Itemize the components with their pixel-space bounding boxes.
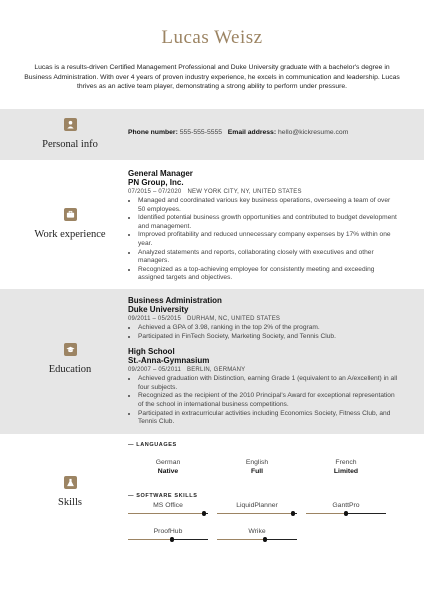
email-label: Email address:	[227, 129, 277, 136]
software-skill	[128, 501, 208, 514]
skill-bar-fill	[128, 539, 172, 540]
software-name: LiquidPlanner	[236, 502, 278, 509]
software-skill	[217, 501, 297, 514]
list-item: • Identified potential business growth opportunities and contributed to budget development and management.	[138, 214, 398, 231]
resume-name: Lucas Weisz	[161, 27, 263, 48]
list-item: • Recognized as the recipient of the 2010 Principal's Award for exceptional representation of the school in international business competitions.	[138, 392, 398, 409]
education-bullets	[128, 324, 398, 341]
person-icon	[64, 118, 77, 131]
degree-title: Business Administration	[128, 296, 222, 305]
language-name: German	[155, 459, 181, 466]
job-dates: 07/2015 – 07/2020	[128, 189, 182, 195]
personal-info-section	[0, 109, 424, 160]
email-value: hello@kickresume.com	[278, 129, 349, 136]
list-item: • Analyzed statements and reports, collaborating closely with executives and other managers.	[138, 249, 398, 266]
skills-heading	[0, 476, 140, 508]
education-location: BERLIN, GERMANY	[187, 367, 246, 374]
list-item: • Managed and coordinated various key business operations, overseeing a team of over 50 employees.	[138, 197, 398, 214]
education-title: Education	[48, 364, 92, 375]
education-dates: 09/2011 – 05/2015	[128, 316, 182, 322]
language-item	[217, 458, 297, 476]
languages-heading: — LANGUAGES	[128, 442, 177, 448]
software-name: GanttPro	[332, 502, 360, 509]
language-name: French	[335, 459, 357, 466]
job-location: NEW YORK CITY, NY, UNITED STATES	[187, 189, 302, 195]
software-skill	[306, 501, 386, 514]
list-item: • Recognized as a top-achieving employee for consistently meeting and exceeding assigned targets and objectives.	[138, 266, 398, 283]
skills-title: Skills	[58, 497, 82, 508]
language-level: Limited	[333, 468, 359, 475]
job-bullets	[128, 197, 398, 283]
skill-bar-fill	[217, 513, 293, 514]
language-item	[306, 458, 386, 476]
education-entry	[128, 296, 398, 341]
skill-bar	[217, 539, 297, 540]
job-company: PN Group, Inc.	[128, 178, 184, 187]
software-name: ProofHub	[153, 528, 183, 535]
skill-bar-handle	[291, 511, 295, 515]
skill-bar	[306, 513, 386, 514]
job-entry	[128, 169, 398, 283]
language-item	[128, 458, 208, 476]
skill-bar-handle	[202, 511, 206, 515]
language-level: Full	[250, 468, 264, 475]
skill-bar	[128, 539, 208, 540]
personal-info-heading	[0, 118, 140, 150]
list-item: • Achieved a GPA of 3.98, ranking in the top 2% of the program.	[138, 324, 398, 333]
education-location: DURHAM, NC, UNITED STATES	[187, 316, 281, 322]
education-heading	[0, 343, 140, 375]
skill-bar-handle	[344, 511, 348, 515]
education-dates: 09/2007 – 05/2011	[128, 367, 182, 374]
software-skill	[128, 527, 208, 540]
language-name: English	[245, 459, 269, 466]
resume-summary: Lucas is a results-driven Certified Management Professional and Duke University graduate with a bachelor's degree in Business Administration. With over 4 years of proven industry experience, he excels in communication and leadership. Lucas thrives as an active team player, demonstrating a strong ability to perform under pressure.	[24, 64, 400, 91]
work-experience-section	[0, 160, 424, 289]
skill-bar	[217, 513, 297, 514]
skill-bar-fill	[306, 513, 346, 514]
school-name: Duke University	[128, 305, 189, 314]
software-name: MS Office	[153, 502, 183, 509]
flask-icon	[64, 476, 77, 489]
education-section	[0, 289, 424, 434]
software-skill	[217, 527, 297, 540]
skill-bar-fill	[128, 513, 204, 514]
personal-info-title: Personal info	[42, 139, 98, 150]
education-entries	[128, 296, 398, 427]
skill-bar	[128, 513, 208, 514]
education-bullets	[128, 375, 398, 427]
list-item: • Participated in FinTech Society, Marketing Society, and Tennis Club.	[138, 333, 398, 342]
software-heading: — SOFTWARE SKILLS	[128, 493, 198, 499]
skills-section	[0, 434, 424, 600]
degree-title: High School	[128, 347, 175, 357]
language-level: Native	[157, 468, 179, 475]
phone-value: 555-555-5555	[179, 129, 223, 136]
skill-bar-handle	[263, 537, 267, 541]
education-entry	[128, 347, 398, 427]
contact-line	[128, 129, 398, 136]
phone-label: Phone number:	[128, 129, 178, 136]
work-experience-title: Work experience	[34, 229, 106, 240]
skill-bar-handle	[170, 537, 174, 541]
job-meta	[128, 188, 398, 196]
skills-content	[128, 442, 398, 592]
school-name: St.-Anna-Gymnasium	[128, 356, 210, 366]
list-item: • Achieved graduation with Distinction, earning Grade 1 (equivalent to an A/excellent) in all four subjects.	[138, 375, 398, 392]
list-item: • Participated in extracurricular activities including Economics Society, Fitness Club, and Tennis Club.	[138, 410, 398, 427]
software-name: Wrike	[248, 528, 266, 535]
list-item: • Improved profitability and reduced unnecessary company expenses by 17% within one year.	[138, 231, 398, 248]
education-meta	[128, 366, 398, 374]
job-title: General Manager	[128, 169, 193, 178]
education-meta	[128, 315, 398, 323]
skill-bar-fill	[217, 539, 265, 540]
graduation-cap-icon	[64, 343, 77, 356]
work-experience-heading	[0, 208, 140, 240]
briefcase-icon	[64, 208, 77, 221]
